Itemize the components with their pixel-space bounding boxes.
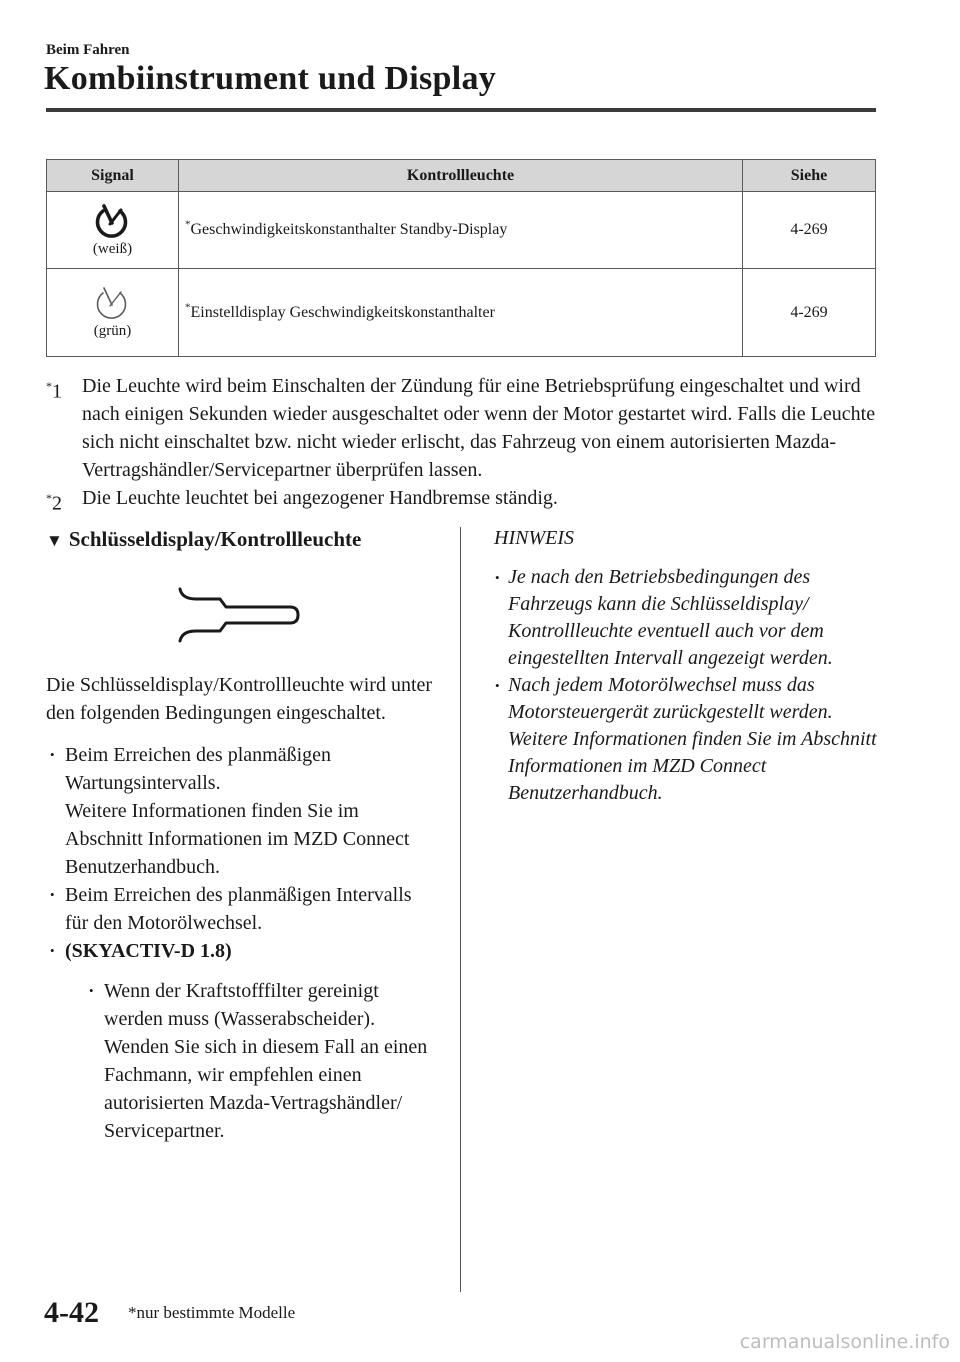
header-siehe: Siehe [743,160,876,192]
footnote-1 [46,372,886,484]
footnotes [46,372,886,515]
column-divider [460,527,461,1292]
kontrollleuchte-text: Geschwindigkeitskonstanthalter Standby-Display [190,221,508,238]
table-row [47,192,876,269]
header-kontrollleuchte: Kontrollleuchte [179,160,743,192]
section-heading [46,525,436,555]
table-row [47,269,876,357]
kontrollleuchte-cell [179,269,743,357]
list-item: • (SKYACTIV-D 1.8) • Wenn der Kraftstofffilter gereinigt werden muss (Wasserabscheider). Wenden Sie sich in diesem Fall an einen Fachmann, wir empfehlen einen autorisierten Mazda-Vertragshändler/ Servicepartner. [46,937,436,1145]
optional-star: * [185,218,191,231]
list-item: • Beim Erreichen des planmäßigen Intervalls für den Motorölwechsel. [46,881,436,937]
wrench-icon [174,585,304,651]
signal-cell [47,269,179,357]
signal-cell [47,192,179,269]
left-column [46,525,436,1145]
page-number: 4-42 [44,1296,99,1329]
triangle-down-icon: ▼ [46,531,63,550]
optional-star: * [185,301,191,314]
footnote-text: Die Leuchte wird beim Einschalten der Zündung für eine Betriebsprüfung eingeschaltet und wird nach einigen Sekunden wieder ausgeschaltet oder wenn der Motor gestartet wird. Falls die Leuchte sich nicht einschaltet bzw. nicht wieder erlischt, das Fahrzeug von einem autorisierten Mazda-Vertragshändler/Servicepartner überprüfen lassen. [82,375,876,481]
list-item: • Wenn der Kraftstofffilter gereinigt werden muss (Wasserabscheider). Wenden Sie sich in diesem Fall an einen Fachmann, wir empfehlen einen autorisierten Mazda-Vertragshändler/ Servicepartner. [85,977,436,1145]
intro-paragraph: Die Schlüsseldisplay/Kontrollleuchte wird unter den folgenden Bedingungen eingeschaltet. [46,674,433,724]
signal-table [46,159,876,357]
section-label: Beim Fahren [46,42,130,58]
list-item: • Nach jedem Motorölwechsel muss das Motorsteuergerät zurückgestellt werden. Weitere Informationen finden Sie im Abschnitt Informationen im MZD Connect Benutzerhandbuch. [494,672,894,807]
signal-color-label: (grün) [93,323,132,339]
footnote-text: Die Leuchte leuchtet bei angezogener Handbremse ständig. [82,487,558,509]
table-header-row [47,160,876,192]
header-signal: Signal [47,160,179,192]
sub-condition-list [85,977,436,1145]
kontrollleuchte-text: Einstelldisplay Geschwindigkeitskonstanthalter [190,303,495,321]
page-reference[interactable]: 4-269 [743,269,876,357]
section-heading-text: Schlüsseldisplay/Kontrollleuchte [68,527,362,551]
footnote-marker: *2 [46,491,62,515]
signal-color-label: (weiß) [92,240,133,257]
footer-note: *nur bestimmte Modelle [128,1303,296,1322]
list-item: • Je nach den Betriebsbedingungen des Fahrzeugs kann die Schlüsseldisplay/ Kontrollleuchte eventuell auch vor dem eingestellten Intervall angezeigt werden. [494,564,894,672]
right-column [494,525,894,807]
footnote-2 [46,484,886,515]
cruise-control-set-icon [93,285,133,321]
list-item: • Beim Erreichen des planmäßigen Wartungsintervalls. Weitere Informationen finden Sie im Abschnitt Informationen im MZD Connect Benutzerhandbuch. [46,741,436,881]
cruise-control-standby-icon [93,203,133,239]
watermark: carmanualsonline.info [739,1331,950,1353]
note-heading: HINWEIS [494,527,574,549]
title-rule [46,108,876,112]
footnote-marker: *1 [46,379,62,403]
kontrollleuchte-cell [179,192,743,269]
page-title: Kombiinstrument und Display [44,60,497,97]
page-reference[interactable]: 4-269 [743,192,876,269]
condition-list [46,741,436,1145]
note-list [494,564,894,807]
